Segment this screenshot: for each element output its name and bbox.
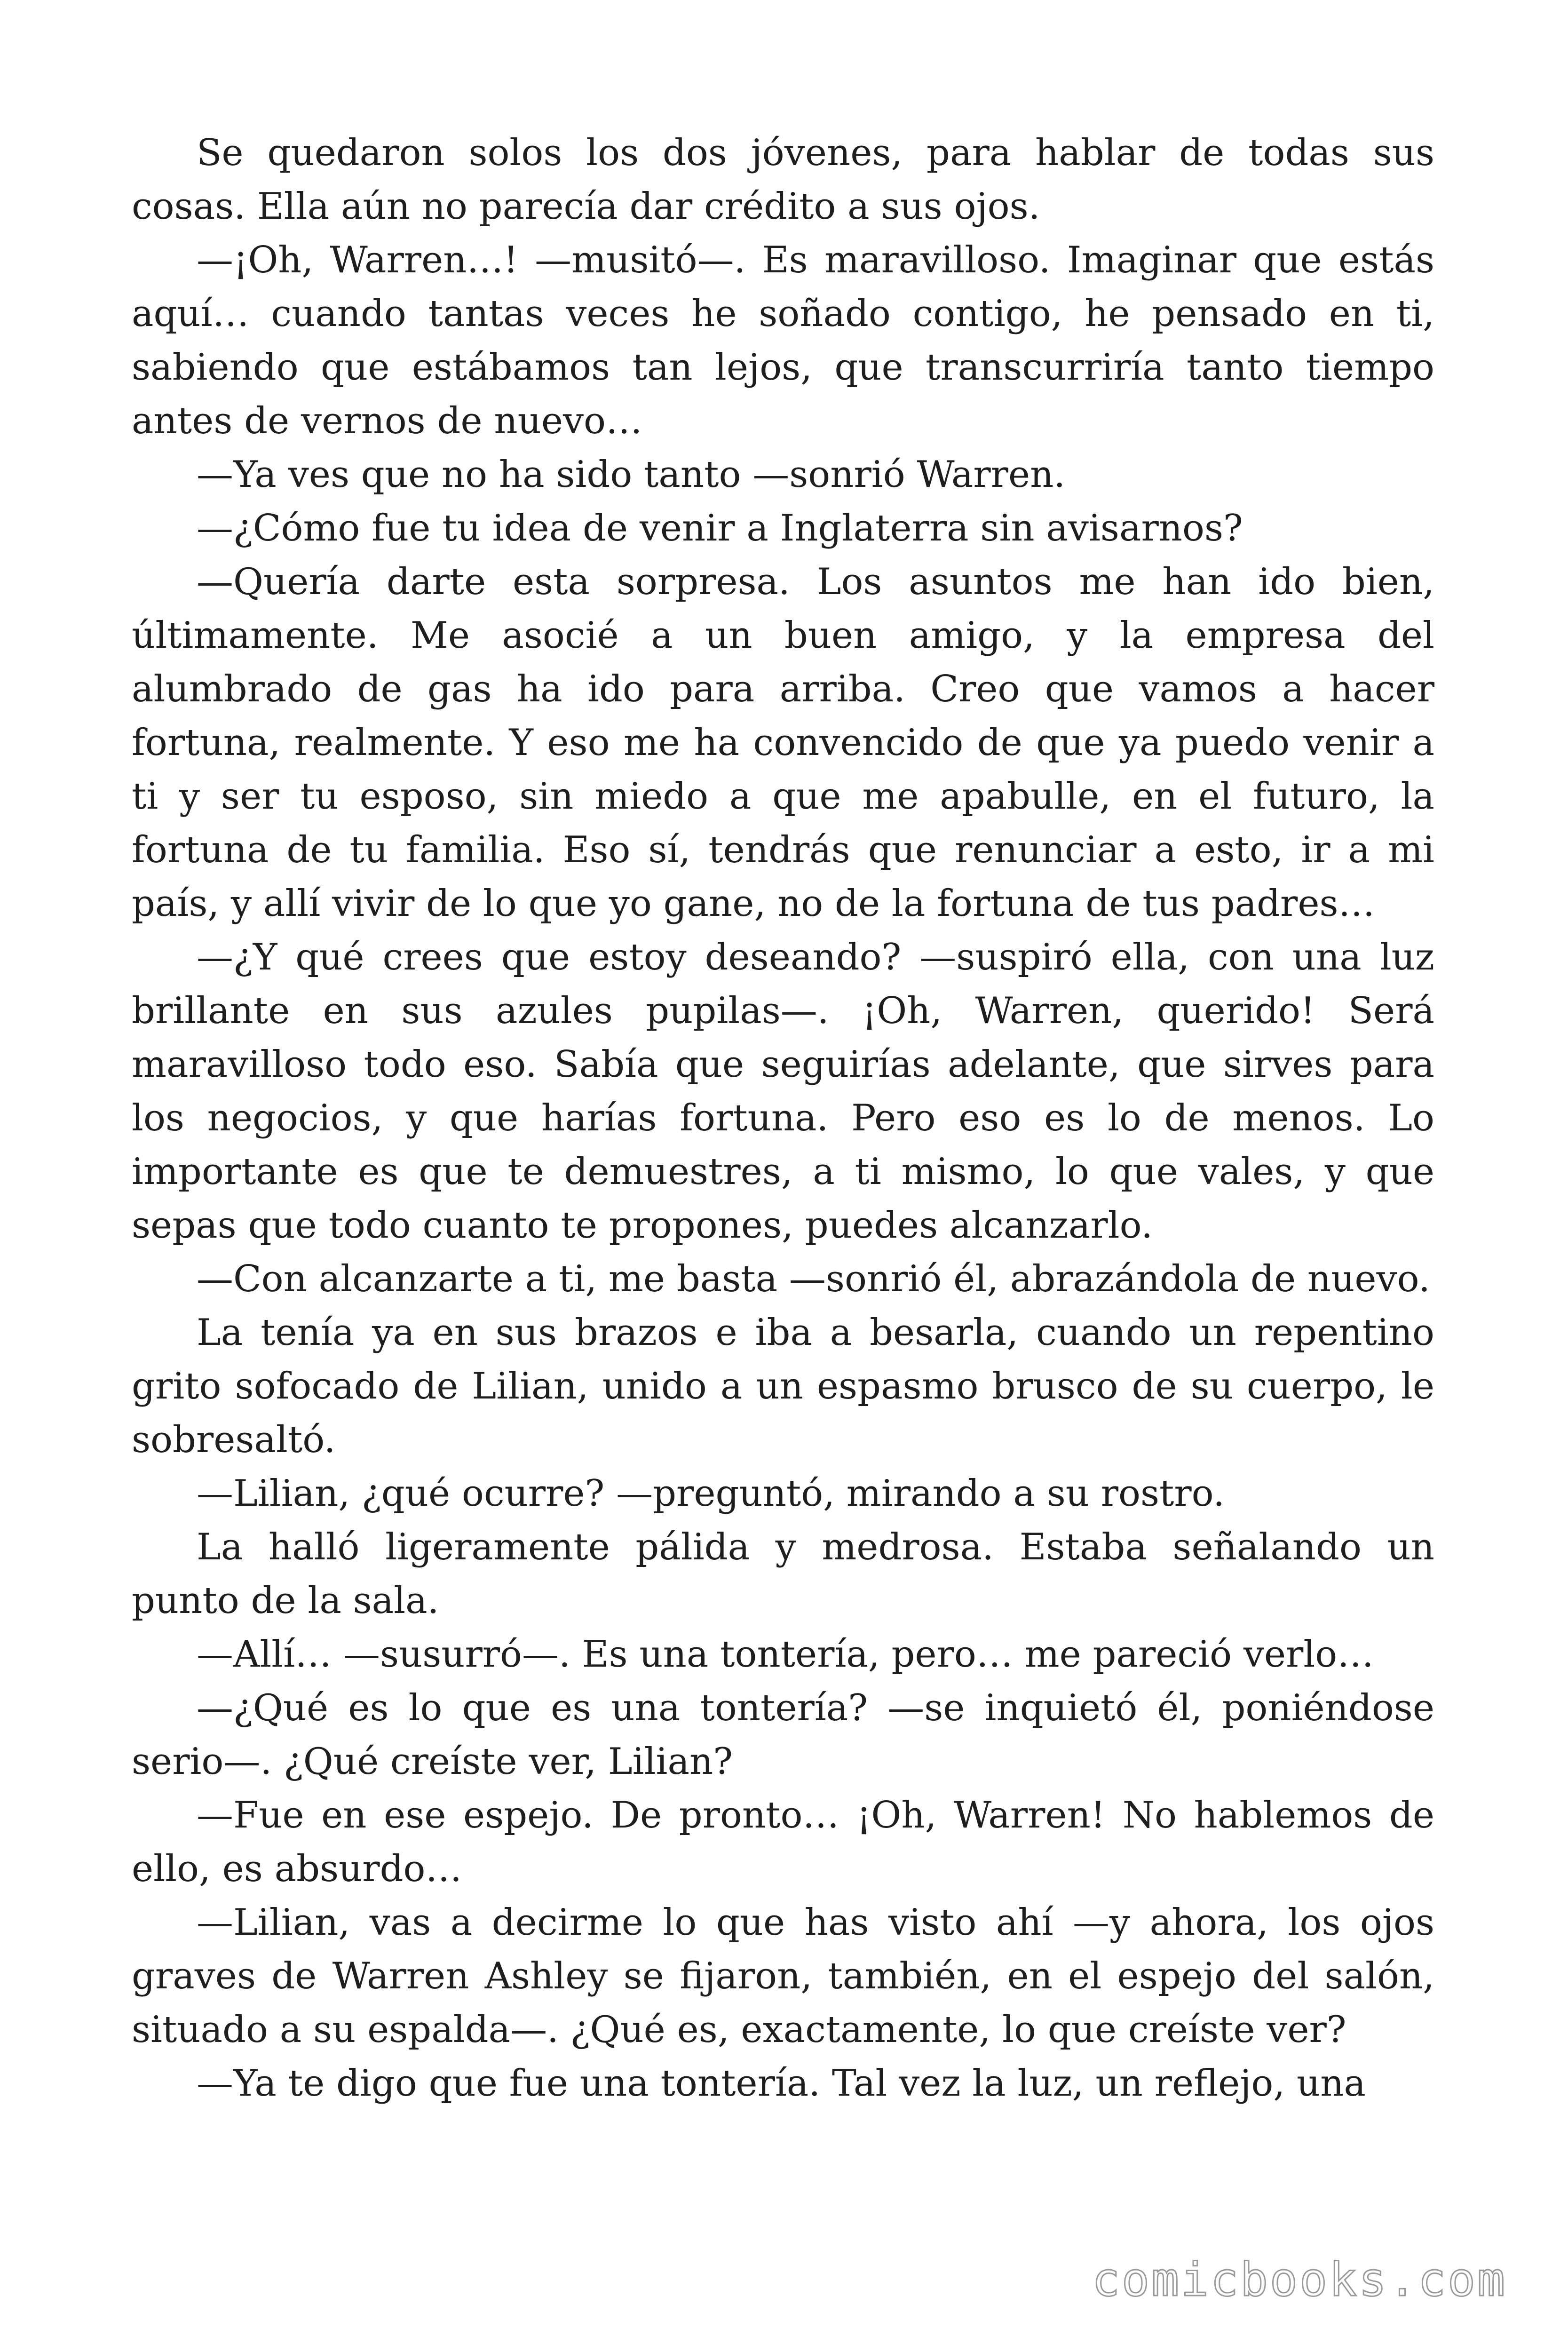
paragraph: —Con alcanzarte a ti, me basta —sonrió él, abrazándola de nuevo. — [197, 1258, 1430, 1300]
paragraph: —Lilian, ¿qué ocurre? —preguntó, mirando a su rostro. — [197, 1472, 1225, 1515]
page-text — [132, 126, 1434, 2110]
paragraph: —Ya ves que no ha sido tanto —sonrió Warren. — [197, 453, 1066, 496]
paragraph: —Lilian, vas a decirme lo que has visto ahí —y ahora, los ojos graves de Warren Ashley se fijaron, también, en el espejo del salón, situado a su espalda—. ¿Qué es, exactamente, lo que creíste ver? — [132, 1901, 1434, 2051]
paragraph: —Ya te digo que fue una tontería. Tal vez la luz, un reflejo, una — [197, 2062, 1366, 2105]
paragraph: —¿Qué es lo que es una tontería? —se inquietó él, poniéndose serio—. ¿Qué creíste ver, Lilian? — [132, 1687, 1434, 1783]
paragraph: —¿Y qué crees que estoy deseando? —suspiró ella, con una luz brillante en sus azules pupilas—. ¡Oh, Warren, querido! Será maravilloso todo eso. Sabía que seguirías adelante, que sirves para los negocios, y que harías fortuna. Pero eso es lo de menos. Lo importante es que te demuestres, a ti mismo, lo que vales, y que sepas que todo cuanto te propones, puedes alcanzarlo. — [132, 936, 1434, 1247]
watermark: comicbooks.com — [1092, 2253, 1507, 2307]
paragraph: La tenía ya en sus brazos e iba a besarla, cuando un repentino grito sofocado de Lilian, unido a un espasmo brusco de su cuerpo, le sobresaltó. — [132, 1311, 1434, 1461]
paragraph: —Fue en ese espejo. De pronto… ¡Oh, Warren! No hablemos de ello, es absurdo… — [132, 1794, 1434, 1890]
paragraph: —¡Oh, Warren…! —musitó—. Es maravilloso. Imaginar que estás aquí… cuando tantas veces he soñado contigo, he pensado en ti, sabiendo que estábamos tan lejos, que transcurriría tanto tiempo antes de vernos de nuevo… — [132, 239, 1434, 442]
paragraph: —Allí… —susurró—. Es una tontería, pero… me pareció verlo… — [197, 1633, 1374, 1676]
paragraph: —Quería darte esta sorpresa. Los asuntos me han ido bien, últimamente. Me asocié a un buen amigo, y la empresa del alumbrado de gas ha ido para arriba. Creo que vamos a hacer fortuna, realmente. Y eso me ha convencido de que ya puedo venir a ti y ser tu esposo, sin miedo a que me apabulle, en el futuro, la fortuna de tu familia. Eso sí, tendrás que renunciar a esto, ir a mi país, y allí vivir de lo que yo gane, no de la fortuna de tus padres… — [132, 561, 1434, 925]
paragraph: La halló ligeramente pálida y medrosa. Estaba señalando un punto de la sala. — [132, 1526, 1434, 1622]
paragraph: Se quedaron solos los dos jóvenes, para hablar de todas sus cosas. Ella aún no parecía dar crédito a sus ojos. — [132, 132, 1434, 228]
paragraph: —¿Cómo fue tu idea de venir a Inglaterra sin avisarnos? — [197, 507, 1243, 549]
